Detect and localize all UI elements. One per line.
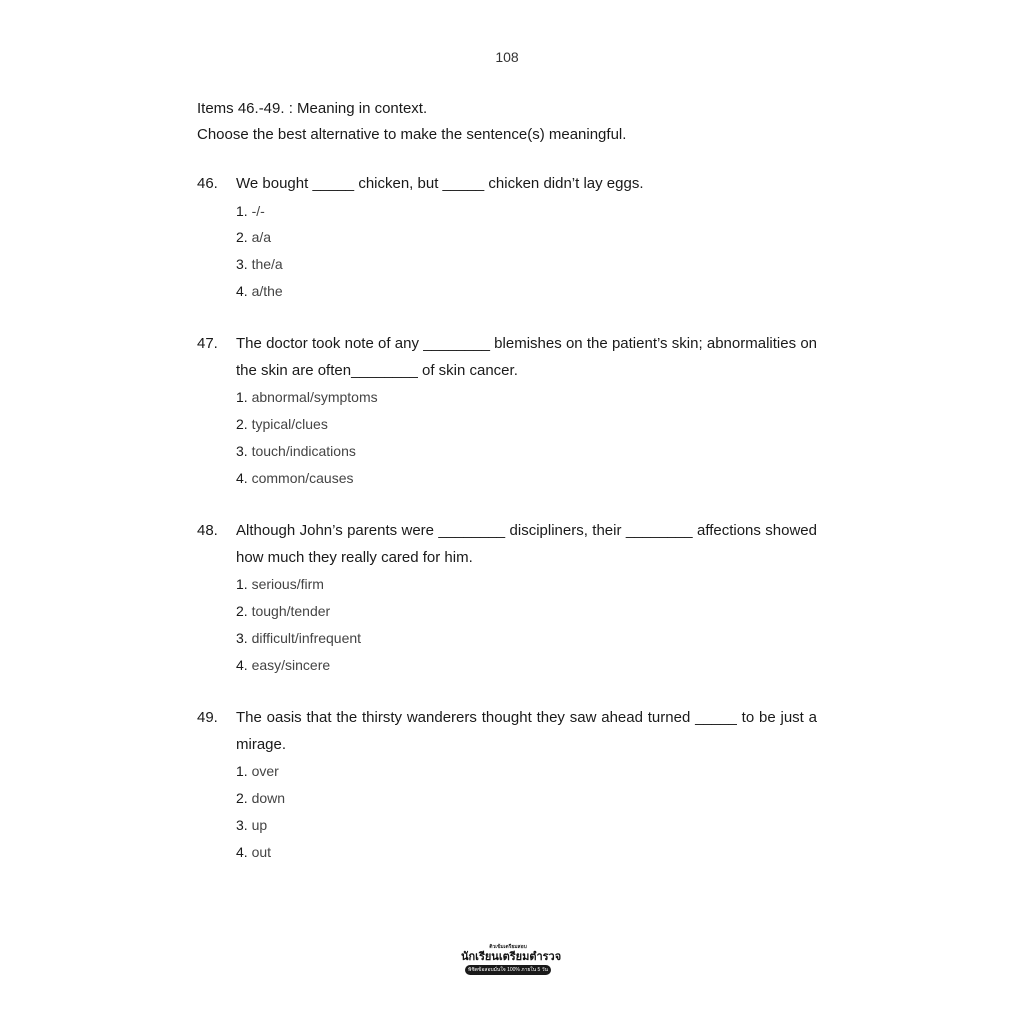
option-text: out xyxy=(251,843,272,860)
option-text: over xyxy=(251,763,279,780)
option-text: abnormal/symptoms xyxy=(251,389,378,406)
option-2 xyxy=(236,598,837,625)
option-text: -/- xyxy=(251,202,265,219)
option-text: common/causes xyxy=(251,469,354,486)
option-4 xyxy=(236,278,837,305)
option-1 xyxy=(236,758,837,785)
options-list xyxy=(236,758,837,865)
option-text: difficult/infrequent xyxy=(251,629,362,646)
option-text: tough/tender xyxy=(251,603,331,620)
option-text: serious/firm xyxy=(251,576,324,593)
instructions-text: Choose the best alternative to make the sentence(s) meaningful. xyxy=(197,126,627,143)
option-text: a/a xyxy=(251,229,272,246)
question-text: The doctor took note of any ________ blemishes on the patient’s skin; abnormalities on the skin are often________ of skin cancer. xyxy=(236,335,817,379)
option-3 xyxy=(236,625,837,652)
option-4 xyxy=(236,652,837,679)
logo-title: นักเรียนเตรียมตำรวจ xyxy=(461,951,562,963)
option-4 xyxy=(236,839,837,866)
question-number: 46. xyxy=(197,175,218,192)
option-number: 4. xyxy=(236,843,248,860)
question-number: 47. xyxy=(197,335,218,352)
option-number: 3. xyxy=(236,816,248,833)
option-4 xyxy=(236,465,837,492)
option-number: 2. xyxy=(236,416,248,433)
option-number: 4. xyxy=(236,656,248,673)
option-number: 1. xyxy=(236,202,248,219)
option-text: touch/indications xyxy=(251,442,356,459)
question-47 xyxy=(197,331,837,491)
question-text: Although John’s parents were ________ discipliners, their ________ affections showed how much they really cared for him. xyxy=(236,522,817,566)
option-3 xyxy=(236,438,837,465)
option-2 xyxy=(236,785,837,812)
option-3 xyxy=(236,812,837,839)
question-number: 48. xyxy=(197,522,218,539)
question-text: We bought _____ chicken, but _____ chicken didn’t lay eggs. xyxy=(236,175,644,192)
page-number: 108 xyxy=(495,49,519,65)
instructions xyxy=(197,96,837,148)
option-text: down xyxy=(251,790,286,807)
options-list xyxy=(236,571,837,678)
option-2 xyxy=(236,411,837,438)
option-number: 3. xyxy=(236,629,248,646)
publisher-logo xyxy=(461,944,562,980)
question-text: The oasis that the thirsty wanderers thought they saw ahead turned _____ to be just a mirage. xyxy=(236,709,817,753)
instructions-heading: Items 46.-49. : Meaning in context. xyxy=(197,100,428,117)
option-number: 2. xyxy=(236,229,248,246)
option-text: a/the xyxy=(251,282,283,299)
option-number: 4. xyxy=(236,469,248,486)
logo-tagline: ติวเข้มเตรียมสอบ xyxy=(489,944,527,950)
question-49 xyxy=(197,705,837,865)
option-number: 1. xyxy=(236,763,248,780)
option-number: 1. xyxy=(236,576,248,593)
option-3 xyxy=(236,251,837,278)
option-1 xyxy=(236,198,837,225)
option-text: the/a xyxy=(251,256,283,273)
option-number: 3. xyxy=(236,256,248,273)
option-number: 1. xyxy=(236,389,248,406)
option-2 xyxy=(236,224,837,251)
logo-band: พิชิตข้อสอบมั่นใจ 100% ภายใน 5 วัน xyxy=(465,965,551,975)
options-list xyxy=(236,384,837,491)
options-list xyxy=(236,198,837,305)
option-text: up xyxy=(251,816,268,833)
question-46 xyxy=(197,171,837,305)
option-text: typical/clues xyxy=(251,416,328,433)
option-number: 3. xyxy=(236,442,248,459)
option-number: 2. xyxy=(236,603,248,620)
option-text: easy/sincere xyxy=(251,656,331,673)
option-number: 4. xyxy=(236,282,248,299)
question-number: 49. xyxy=(197,709,218,726)
question-48 xyxy=(197,518,837,678)
option-1 xyxy=(236,571,837,598)
option-number: 2. xyxy=(236,790,248,807)
option-1 xyxy=(236,384,837,411)
